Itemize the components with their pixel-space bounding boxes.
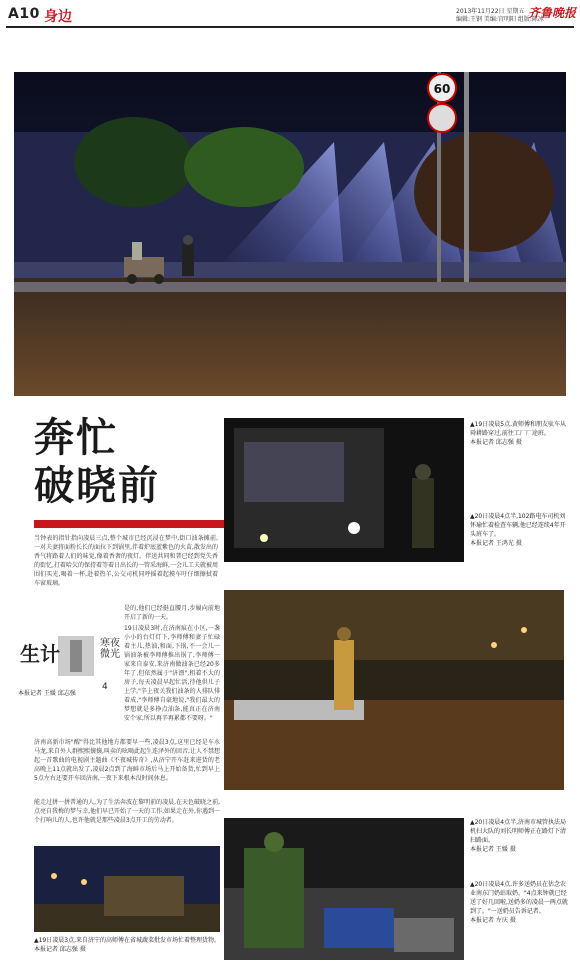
editor-credits: 编辑:王钢 美编:宫明阳 组版:陈冰 (456, 16, 544, 23)
street-sweeper-image (224, 590, 564, 790)
article-paragraph-3: 19日凌晨3时,在济南痕在小区,一盏小小的台灯灯下,李师傅和妻子忙碌着主儿,热油,和面,下锅,不一会儿一锅油条被李师傅推出锅了,李师傅一家来自泰安,来济南做油条已经20多年了,但依然属于"济漂",租着不大的房子,每天凌晨早起忙活,待他供儿子上学,"辛上夜关我们油条的人排队排着成,"李师傅自豪地说,"我们最大的梦想就是多挣点油条,能真正在济南安个家,所以再辛再累都不要呀。" (124, 625, 220, 722)
caption-bus-text: ▲20日凌晨4点半,102路电车司机刘怀瑜忙着检查车辆,他已经连续4年开头班车了。 (470, 513, 566, 538)
caption-pedicab-text: ▲19日凌晨5点,黄师傅和朋友驮车从舜耕路穿过,前往工厂厂途班。 (470, 421, 566, 437)
caption-milk-text: ▲20日凌晨4点,许多送奶员在估念农业南东门奶站取奶。"4点来钟就已经送了好几回啦,送奶多的凌晨一两点就到了。"一送奶员告诉记者。 (470, 881, 568, 915)
milk-photo (224, 818, 464, 960)
series-logo-text: 生计 (20, 642, 60, 666)
issue-date: 2013年11月22日 星期五 (456, 8, 525, 15)
caption-market-credit: 本报记者 邱志强 摄 (34, 946, 86, 953)
caption-sweeper-text: ▲20日凌晨4点半,济南市城管执法局机扫大队的刘长明师傅正在路灯下清扫路面。 (470, 819, 567, 844)
series-kicker: 寒夜微光 (100, 638, 120, 660)
caption-milk-credit: 本报记者 左庆 摄 (470, 917, 516, 924)
article-paragraph-2: 是的,他们已经挺直腰月,步履向前地开启了新的一天。 (124, 605, 220, 621)
article-byline: 本报记者 王媛 邱志强 (18, 690, 76, 697)
article-paragraph-4: 济南高新市场"醒"得比其他地方都要早一些,凌晨3点,这里已经是车水马龙,来自外人群熙熙攘攘,叫卖的吆喝此起生连泽外的回音,让人不禁想起一首歌曲的电视剧主题曲《不夜城传奇》,从济宁开车赶来进货的老高晚上11点就出发了,凌晨2点到了海鲜市场后马上开始备货,忙到早上5点左右还要开车回济南,一夜下来根本没时间休息。 (34, 739, 220, 782)
article-title (34, 414, 224, 510)
sweeper-photo (224, 590, 564, 790)
caption-milk (470, 880, 570, 925)
series-logo (14, 630, 120, 694)
title-line-2: 破晓前 (34, 462, 160, 509)
section-name: 身边 (44, 9, 72, 25)
bus-photo (224, 418, 464, 562)
hero-photo (14, 72, 566, 396)
page-number: A10 (8, 6, 40, 22)
caption-market-text: ▲19日凌晨3点,来自济宁的高师傅在省城蔬菜批发市场忙着整理货物。 (34, 937, 220, 944)
market-night-image (34, 846, 220, 932)
article-paragraph-1: 当钟表的指针指向凌晨三点,整个城市已经沉浸在梦中,街口油条摊前,一对夫妻将面粉长长的面拉下到锅里,伴着炉底蓝紫色的火苗,散发出的香气将路着人们的味觉,像着香奢的夜灯。伴送共同和普已经到党失香的街忆,打着哈欠的保持着等着日出长的一管采海鲜,一会儿工夫就被周围们买光,喝着一杯,赴着热羊,公交司机同呼摇着起摸车吁仔细擦拭着车窗玻璃。 (34, 535, 218, 587)
title-line-1: 奔忙 (34, 414, 118, 461)
header-rule (6, 26, 574, 28)
caption-pedicab-credit: 本报记者 邱志强 摄 (470, 439, 522, 446)
speed-sign-value: 60 (433, 82, 451, 96)
caption-bus (470, 512, 570, 548)
caption-pedicab (470, 420, 570, 447)
market-photo (34, 846, 220, 932)
caption-sweeper (470, 818, 570, 854)
article-paragraph-5: 能走过拼一拼普通的人,为了生活奔波在黎明前的凌晨,在天色破晓之前,点亮自我梅的梦与幸,他们早已开始了一天的工作,如果走在外,你遇到一个打响儿的人,也许他就是那些凌晨3点开工的劳动者。 (34, 799, 220, 824)
night-street-image (14, 72, 566, 396)
bus-driver-image (224, 418, 464, 562)
caption-bus-credit: 本报记者 王鸿光 摄 (470, 540, 522, 547)
newspaper-logo: 齐鲁晚报 (528, 6, 577, 20)
milk-delivery-image (224, 818, 464, 960)
title-accent-bar (34, 520, 224, 528)
caption-market (34, 936, 220, 954)
series-number: 4 (102, 682, 108, 692)
caption-sweeper-credit: 本报记者 王媛 摄 (470, 846, 516, 853)
